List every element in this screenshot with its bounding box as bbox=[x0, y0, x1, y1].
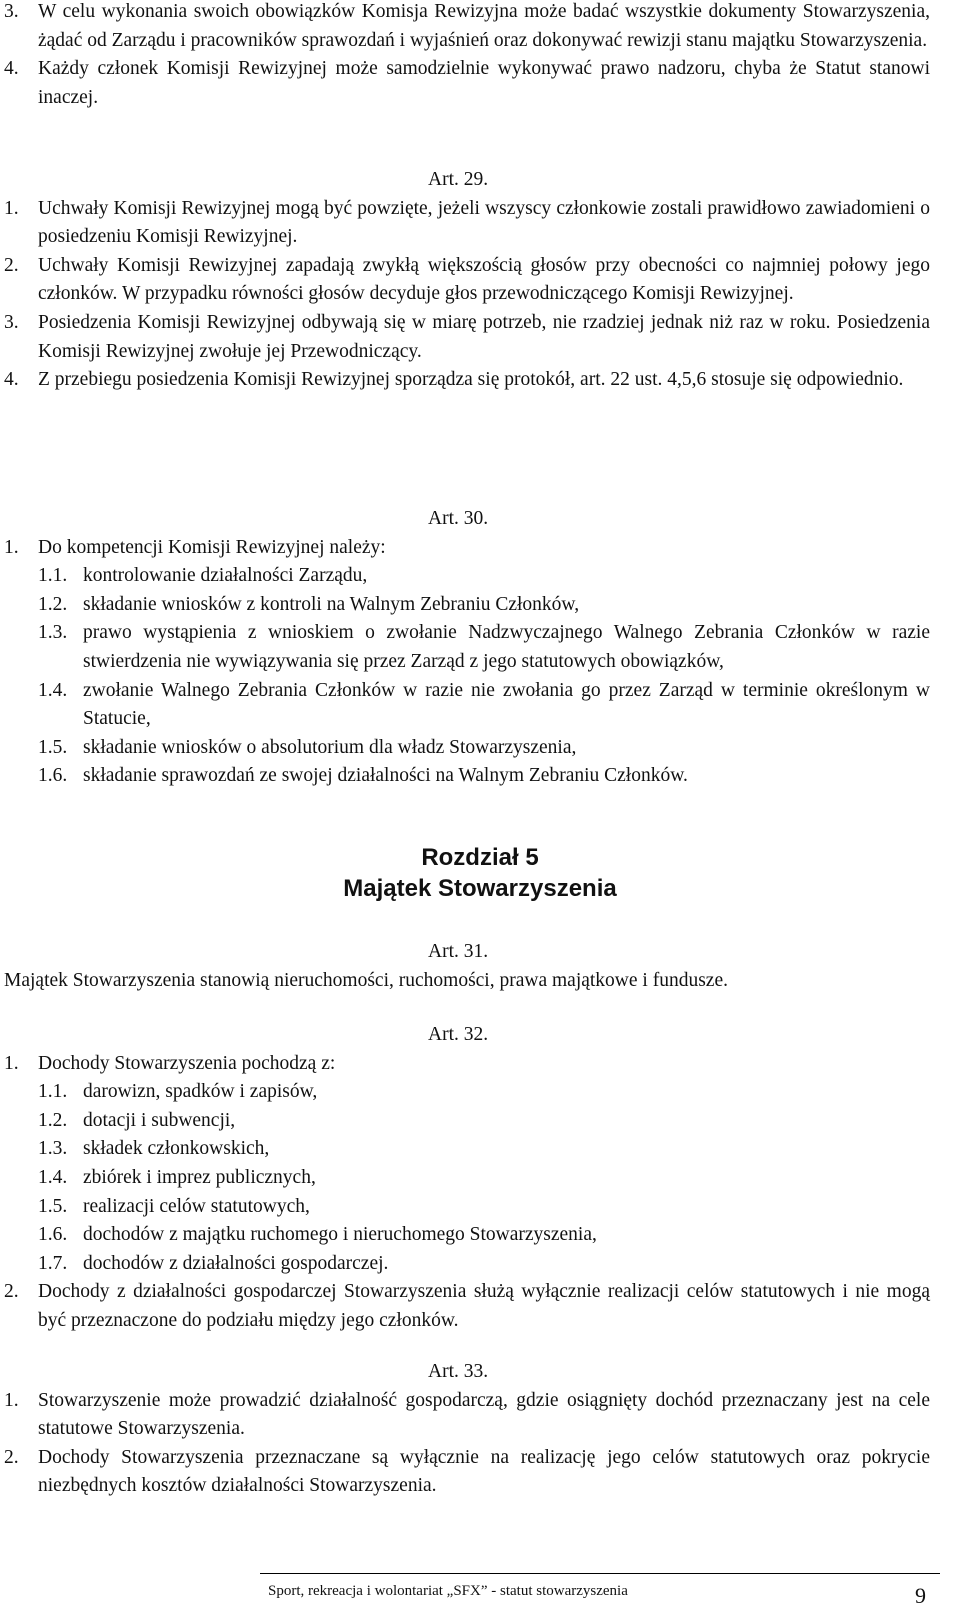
item-number: 1.1. bbox=[38, 565, 68, 587]
item-number: 3. bbox=[4, 1, 19, 22]
item-number: 1.6. bbox=[38, 1224, 68, 1246]
item-text: Dochody Stowarzyszenia pochodzą z: bbox=[38, 1052, 336, 1074]
sub-list-item bbox=[0, 1193, 960, 1222]
sub-list-item bbox=[0, 1107, 960, 1136]
page-number: 9 bbox=[915, 1583, 926, 1608]
sub-list-item bbox=[0, 762, 960, 791]
list-item bbox=[0, 534, 960, 563]
item-text: składek członkowskich, bbox=[83, 1138, 270, 1160]
chapter-heading bbox=[0, 842, 960, 904]
list-item bbox=[0, 366, 960, 395]
item-number: 1.6. bbox=[38, 765, 68, 787]
list-item bbox=[0, 309, 960, 366]
item-text: dotacji i subwencji, bbox=[83, 1109, 236, 1131]
article-heading: Art. 30. bbox=[428, 508, 489, 529]
item-number: 1.2. bbox=[38, 593, 68, 615]
item-text: Stowarzyszenie może prowadzić działalność gospodarczą, gdzie osiągnięty dochód przeznaczany jest na cele statutowe Stowarzyszenia. bbox=[38, 1389, 930, 1440]
item-text: Dochody Stowarzyszenia przeznaczane są wyłącznie na realizację jego celów statutowych oraz pokrycie niezbędnych kosztów działalności Stowarzyszenia. bbox=[38, 1446, 930, 1497]
item-number: 3. bbox=[4, 311, 19, 333]
sub-list-item bbox=[0, 1078, 960, 1107]
chapter-number: Rozdział 5 bbox=[421, 844, 539, 871]
article-32 bbox=[0, 1021, 960, 1336]
item-number: 2. bbox=[4, 1281, 19, 1303]
list-item bbox=[0, 1278, 960, 1335]
sub-list-item bbox=[0, 1221, 960, 1250]
item-text: składanie sprawozdań ze swojej działalności na Walnym Zebraniu Członków. bbox=[83, 765, 688, 787]
sub-list-item bbox=[0, 619, 960, 676]
item-number: 4. bbox=[4, 369, 19, 391]
item-text: zwołanie Walnego Zebrania Członków w razie nie zwołania go przez Zarząd w terminie określonym w Statucie, bbox=[83, 679, 930, 730]
item-text: Dochody z działalności gospodarczej Stowarzyszenia służą wyłącznie realizacji celów statutowych i nie mogą być przeznaczone do podziału między jego członków. bbox=[38, 1281, 930, 1331]
article-heading: Art. 29. bbox=[428, 169, 489, 190]
item-number: 1. bbox=[4, 1052, 19, 1074]
sub-list-item bbox=[0, 562, 960, 591]
item-text: zbiórek i imprez publicznych, bbox=[83, 1166, 316, 1188]
item-number: 1.4. bbox=[38, 1166, 68, 1188]
item-number: 1.7. bbox=[38, 1252, 68, 1274]
item-number: 1.5. bbox=[38, 736, 68, 758]
list-item bbox=[0, 1444, 960, 1501]
list-item bbox=[0, 1387, 960, 1444]
item-number: 1.5. bbox=[38, 1195, 68, 1217]
chapter-title: Majątek Stowarzyszenia bbox=[343, 875, 617, 902]
article-text: Majątek Stowarzyszenia stanowią nieruchomości, ruchomości, prawa majątkowe i fundusze. bbox=[4, 969, 728, 991]
top-section bbox=[0, 0, 960, 112]
article-30 bbox=[0, 505, 960, 791]
item-number: 1. bbox=[4, 1389, 19, 1411]
sub-list-item bbox=[0, 677, 960, 734]
article-31 bbox=[0, 938, 960, 995]
list-item bbox=[0, 252, 960, 309]
item-text: Z przebiegu posiedzenia Komisji Rewizyjnej sporządza się protokół, art. 22 ust. 4,5,6 stosuje się odpowiednio. bbox=[38, 369, 904, 391]
footer-divider bbox=[260, 1573, 940, 1574]
item-text: Do kompetencji Komisji Rewizyjnej należy: bbox=[38, 536, 386, 558]
article-heading: Art. 32. bbox=[428, 1024, 489, 1045]
sub-list-item bbox=[0, 1250, 960, 1279]
item-text: prawo wystąpienia z wnioskiem o zwołanie Nadzwyczajnego Walnego Zebrania Członków w razie stwierdzenia nie wywiązywania się przez Zarząd z jego statutowych obowiązków, bbox=[83, 622, 930, 672]
item-text: składanie wniosków o absolutorium dla władz Stowarzyszenia, bbox=[83, 736, 577, 758]
item-number: 4. bbox=[4, 58, 19, 80]
item-number: 1. bbox=[4, 197, 19, 219]
item-text: Posiedzenia Komisji Rewizyjnej odbywają się w miarę potrzeb, nie rzadziej jednak niż raz w roku. Posiedzenia Komisji Rewizyjnej zwołuje jej Przewodniczący. bbox=[38, 311, 930, 362]
footer-text: Sport, rekreacja i wolontariat „SFX” - statut stowarzyszenia bbox=[268, 1583, 628, 1599]
item-text: Każdy członek Komisji Rewizyjnej może samodzielnie wykonywać prawo nadzoru, chyba że Statut stanowi inaczej. bbox=[38, 58, 930, 108]
sub-list-item bbox=[0, 591, 960, 620]
item-number: 1.3. bbox=[38, 1138, 68, 1160]
item-text: Uchwały Komisji Rewizyjnej zapadają zwykłą większością głosów przy obecności co najmniej połowy jego członków. W przypadku równości głosów decyduje głos przewodniczącego Komisji Rewizyjnej. bbox=[38, 254, 930, 305]
item-number: 2. bbox=[4, 1446, 19, 1468]
article-heading: Art. 33. bbox=[428, 1361, 489, 1382]
article-heading: Art. 31. bbox=[428, 941, 489, 962]
item-number: 1.2. bbox=[38, 1109, 68, 1131]
item-text: W celu wykonania swoich obowiązków Komisja Rewizyjna może badać wszystkie dokumenty Stowarzyszenia, żądać od Zarządu i pracowników sprawozdań i wyjaśnień oraz dokonywać rewizji stanu majątku Stowarzyszenia. bbox=[38, 1, 930, 51]
item-text: dochodów z działalności gospodarczej. bbox=[83, 1252, 389, 1274]
list-item bbox=[0, 1050, 960, 1079]
item-number: 1. bbox=[4, 536, 19, 558]
item-text: składanie wniosków z kontroli na Walnym Zebraniu Członków, bbox=[83, 593, 580, 615]
item-number: 1.4. bbox=[38, 679, 68, 701]
item-number: 1.1. bbox=[38, 1081, 68, 1103]
list-item bbox=[0, 195, 960, 252]
item-number: 1.3. bbox=[38, 622, 68, 644]
item-text: kontrolowanie działalności Zarządu, bbox=[83, 565, 368, 587]
list-item bbox=[0, 0, 960, 55]
item-text: realizacji celów statutowych, bbox=[83, 1195, 310, 1217]
sub-list-item bbox=[0, 1164, 960, 1193]
article-33 bbox=[0, 1358, 960, 1501]
article-29 bbox=[0, 166, 960, 395]
item-text: dochodów z majątku ruchomego i nieruchomego Stowarzyszenia, bbox=[83, 1224, 597, 1246]
list-item bbox=[0, 55, 960, 112]
item-text: darowizn, spadków i zapisów, bbox=[83, 1081, 318, 1103]
sub-list-item bbox=[0, 734, 960, 763]
item-text: Uchwały Komisji Rewizyjnej mogą być powzięte, jeżeli wszyscy członkowie zostali prawidłowo zawiadomieni o posiedzeniu Komisji Rewizyjnej. bbox=[38, 197, 930, 248]
item-number: 2. bbox=[4, 254, 19, 276]
sub-list-item bbox=[0, 1135, 960, 1164]
